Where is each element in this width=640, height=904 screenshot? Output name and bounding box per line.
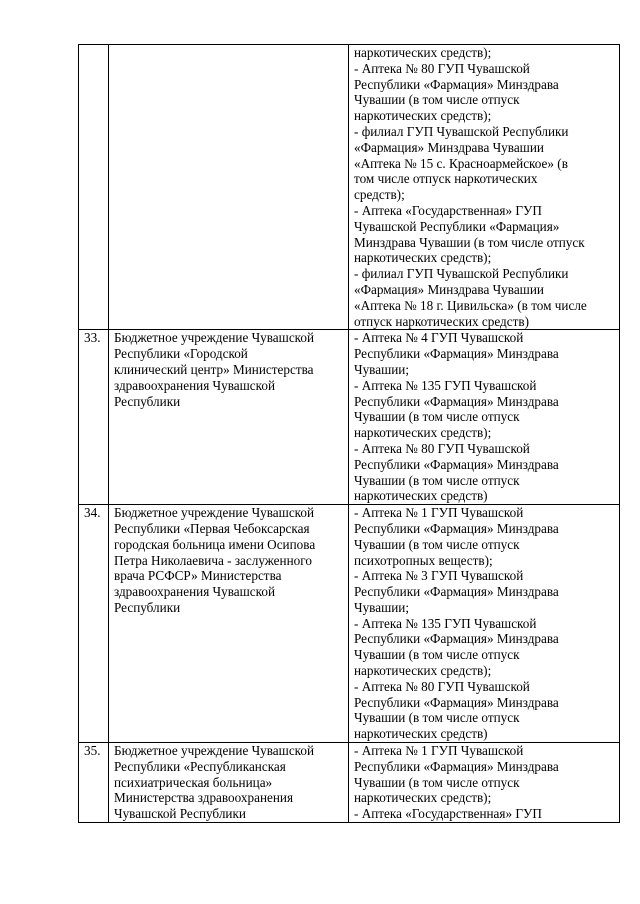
pharmacies-cell [349,45,620,330]
pharmacy-line: средств); [354,187,405,203]
pharmacy-line: - Аптека № 135 ГУП Чувашской [354,615,537,631]
pharmacy-line: - Аптека № 80 ГУП Чувашской [354,60,530,76]
pharmacy-line: наркотических средств); [354,250,492,266]
pharmacy-line: «Фармация» Минздрава Чувашии [354,281,544,297]
pharmacy-line: Республики «Фармация» Минздрава [354,393,559,409]
organization-line: Министерства здравоохранения [114,790,294,806]
organization-line: Республики [114,599,181,615]
pharmacy-line: том числе отпуск наркотических [354,171,538,187]
pharmacy-line: психотропных веществ); [354,552,493,568]
organization-line: врача РСФСР» Министерства [114,568,282,584]
pharmacy-line: наркотических средств); [354,663,492,679]
organization-line: Республики «Республиканская [114,758,286,774]
pharmacy-line: Республики «Фармация» Минздрава [354,631,559,647]
pharmacy-line: Чувашии (в том числе отпуск [354,647,520,663]
row-number-cell: 35. [79,743,109,823]
row-number-cell: 34. [79,505,109,743]
pharmacy-line: Чувашии (в том числе отпуск [354,92,520,108]
pharmacy-line: Чувашской Республики «Фармация» [354,218,560,234]
pharmacies-cell [349,505,620,743]
pharmacy-line: - Аптека № 80 ГУП Чувашской [354,678,530,694]
pharmacy-line: отпуск наркотических средств) [354,313,529,329]
pharmacy-line: Чувашии (в том числе отпуск [354,710,520,726]
organization-line: Республики [114,393,181,409]
pharmacy-line: - Аптека № 3 ГУП Чувашской [354,568,524,584]
organization-line: Бюджетное учреждение Чувашской [114,330,315,346]
pharmacy-line: Чувашии; [354,361,410,377]
pharmacy-line: Республики «Фармация» Минздрава [354,584,559,600]
table-row [79,330,620,505]
pharmacy-line: наркотических средств) [354,488,488,504]
pharmacy-line: «Аптека № 15 с. Красноармейское» (в [354,155,568,171]
row-number-cell: 33. [79,330,109,505]
pharmacy-line: наркотических средств); [354,425,492,441]
organization-line: Республики «Городской [114,346,248,362]
table-row [79,505,620,743]
pharmacy-line: - Аптека № 4 ГУП Чувашской [354,330,524,346]
pharmacy-line: Чувашии; [354,599,410,615]
pharmacy-line: Республики «Фармация» Минздрава [354,520,559,536]
row-number-cell [79,45,109,330]
organization-cell [109,743,349,823]
pharmacy-line: - Аптека «Государственная» ГУП [354,806,542,822]
organization-cell [109,45,349,330]
pharmacy-line: наркотических средств); [354,790,492,806]
pharmacy-line: Чувашии (в том числе отпуск [354,774,520,790]
table-row [79,743,620,823]
pharmacy-line: - филиал ГУП Чувашской Республики [354,266,569,282]
pharmacy-line: Республики «Фармация» Минздрава [354,76,559,92]
pharmacy-line: - Аптека № 135 ГУП Чувашской [354,377,537,393]
pharmacies-cell [349,743,620,823]
organization-line: психиатрическая больница» [114,774,273,790]
table-row [79,45,620,330]
pharmacy-line: - филиал ГУП Чувашской Республики [354,123,569,139]
pharmacy-line: Республики «Фармация» Минздрава [354,694,559,710]
organization-line: здравоохранения Чувашской [114,584,276,600]
pharmacies-cell [349,330,620,505]
organization-cell [109,505,349,743]
organization-line: Республики «Первая Чебоксарская [114,520,310,536]
organization-line: клинический центр» Министерства [114,361,314,377]
organization-cell [109,330,349,505]
pharmacy-line: наркотических средств) [354,726,488,742]
pharmacy-line: Чувашии (в том числе отпуск [354,536,520,552]
pharmacy-line: Республики «Фармация» Минздрава [354,346,559,362]
table-body [79,45,620,823]
pharmacy-line: - Аптека «Государственная» ГУП [354,202,542,218]
organization-line: городская больница имени Осипова [114,536,316,552]
pharmacy-line: «Аптека № 18 г. Цивильска» (в том числе [354,297,587,313]
pharmacy-line: «Фармация» Минздрава Чувашии [354,139,544,155]
pharmacy-line: наркотических средств); [354,108,492,124]
organization-line: Бюджетное учреждение Чувашской [114,505,315,521]
pharmacy-line: наркотических средств); [354,45,492,60]
organization-line: здравоохранения Чувашской [114,377,276,393]
pharmacy-line: Минздрава Чувашии (в том числе отпуск [354,234,585,250]
pharmacy-line: Республики «Фармация» Минздрава [354,456,559,472]
pharmacy-line: Чувашии (в том числе отпуск [354,409,520,425]
pharmacy-line: - Аптека № 1 ГУП Чувашской [354,505,524,521]
pharmacy-line: - Аптека № 80 ГУП Чувашской [354,440,530,456]
pharmacy-line: - Аптека № 1 ГУП Чувашской [354,743,524,759]
pharmacy-line: Республики «Фармация» Минздрава [354,758,559,774]
organization-line: Бюджетное учреждение Чувашской [114,743,315,759]
organization-line: Чувашской Республики [114,806,246,822]
pharmacy-assignment-table [78,44,620,823]
organization-line: Петра Николаевича - заслуженного [114,552,312,568]
pharmacy-line: Чувашии (в том числе отпуск [354,472,520,488]
